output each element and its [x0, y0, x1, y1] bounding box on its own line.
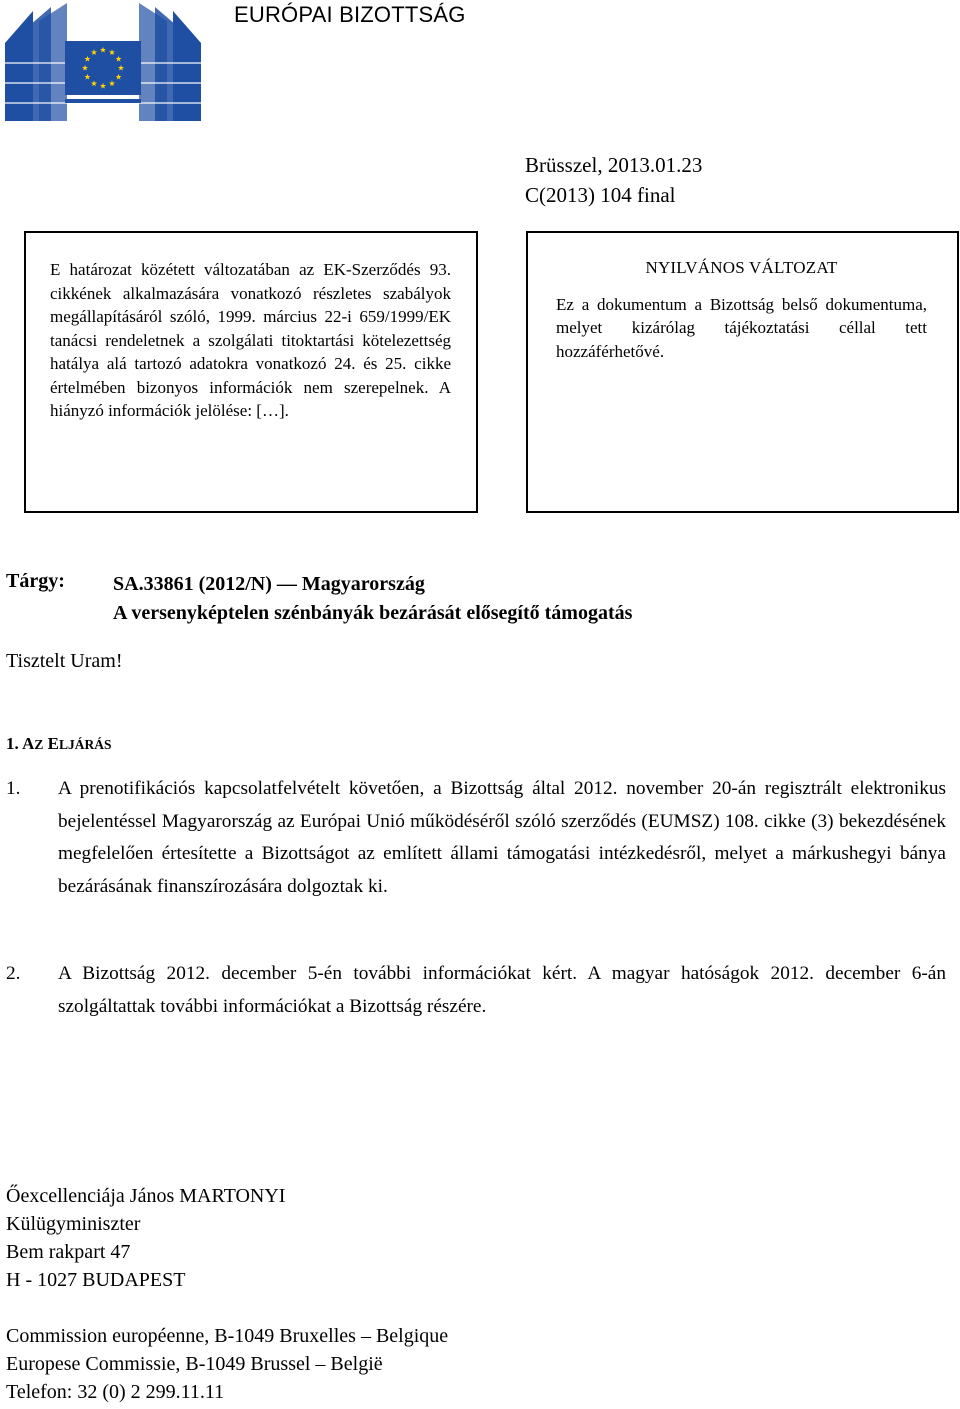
paragraph-text: A prenotifikációs kapcsolatfelvételt követően, a Bizottság által 2012. november 20-án regisztrált elektronikus bejelentéssel Magyarország az Európai Unió működéséről szóló szerződés (EUMSZ) 108. cikke (3) bekezdésének megfelelően értesítette a Bizottságot az említett állami támogatási intézkedésről, melyet a márkushegyi bánya bezárásának finanszírozására dolgoztak ki. [58, 778, 946, 897]
european-commission-logo-icon [3, 3, 203, 123]
confidentiality-notice-text: E határozat közétett változatában az EK-Szerződés 93. cikkének alkalmazására vonatkozó részletes szabályok megállapításáról szóló, 1999. március 22-i 659/1999/EK tanácsi rendeletnek a szolgálati titoktartási kötelezettség hatálya alá tartozó adatokra vonatkozó 24. és 25. cikke értelmében bizonyos információk nem szerepelnek. A hiányzó információk jelölése: […]. [50, 260, 451, 420]
addressee-block [6, 1182, 285, 1294]
section-title: AZ ELJÁRÁS [22, 734, 112, 753]
logo-graphic [3, 3, 203, 123]
paragraph-2 [6, 958, 946, 1023]
subject-title: A versenyképtelen szénbányák bezárását elősegítő támogatás [113, 602, 633, 624]
footer-address [6, 1322, 448, 1406]
footer-line-nl: Europese Commissie, B-1049 Brussel – België [6, 1353, 383, 1375]
section-number: 1. [6, 734, 19, 753]
addressee-city: H - 1027 BUDAPEST [6, 1269, 186, 1291]
public-version-title: NYILVÁNOS VÁLTOZAT [645, 258, 838, 277]
subject-label: Tárgy: [6, 570, 65, 592]
addressee-name: Őexcellenciája János MARTONYI [6, 1185, 286, 1207]
section-heading [6, 734, 111, 754]
organization-title: EURÓPAI BIZOTTSÁG [234, 2, 466, 27]
addressee-title: Külügyminiszter [6, 1213, 141, 1235]
public-version-text: Ez a dokumentum a Bizottság belső dokumentuma, melyet kizárólag tájékoztatási céllal tett hozzáférhetővé. [556, 294, 927, 361]
paragraph-number: 2. [6, 963, 21, 984]
footer-phone: Telefon: 32 (0) 2 299.11.11 [6, 1381, 225, 1403]
confidentiality-notice-box [24, 231, 478, 513]
paragraph-text: A Bizottság 2012. december 5-én további információkat kért. A magyar hatóságok 2012. december 6-án szolgáltattak további információkat a Bizottság részére. [58, 963, 946, 1017]
paragraph-number: 1. [6, 778, 21, 799]
document-reference: C(2013) 104 final [525, 183, 676, 207]
greeting: Tisztelt Uram! [6, 650, 123, 672]
footer-line-fr: Commission européenne, B-1049 Bruxelles – Belgique [6, 1325, 449, 1347]
place-date-block [525, 150, 702, 210]
addressee-street: Bem rakpart 47 [6, 1241, 131, 1263]
paragraph-1 [6, 773, 946, 903]
public-version-box [526, 231, 959, 513]
city-date: Brüsszel, 2013.01.23 [525, 153, 703, 177]
subject-text [113, 570, 632, 628]
subject-case: SA.33861 (2012/N) — Magyarország [113, 573, 425, 595]
